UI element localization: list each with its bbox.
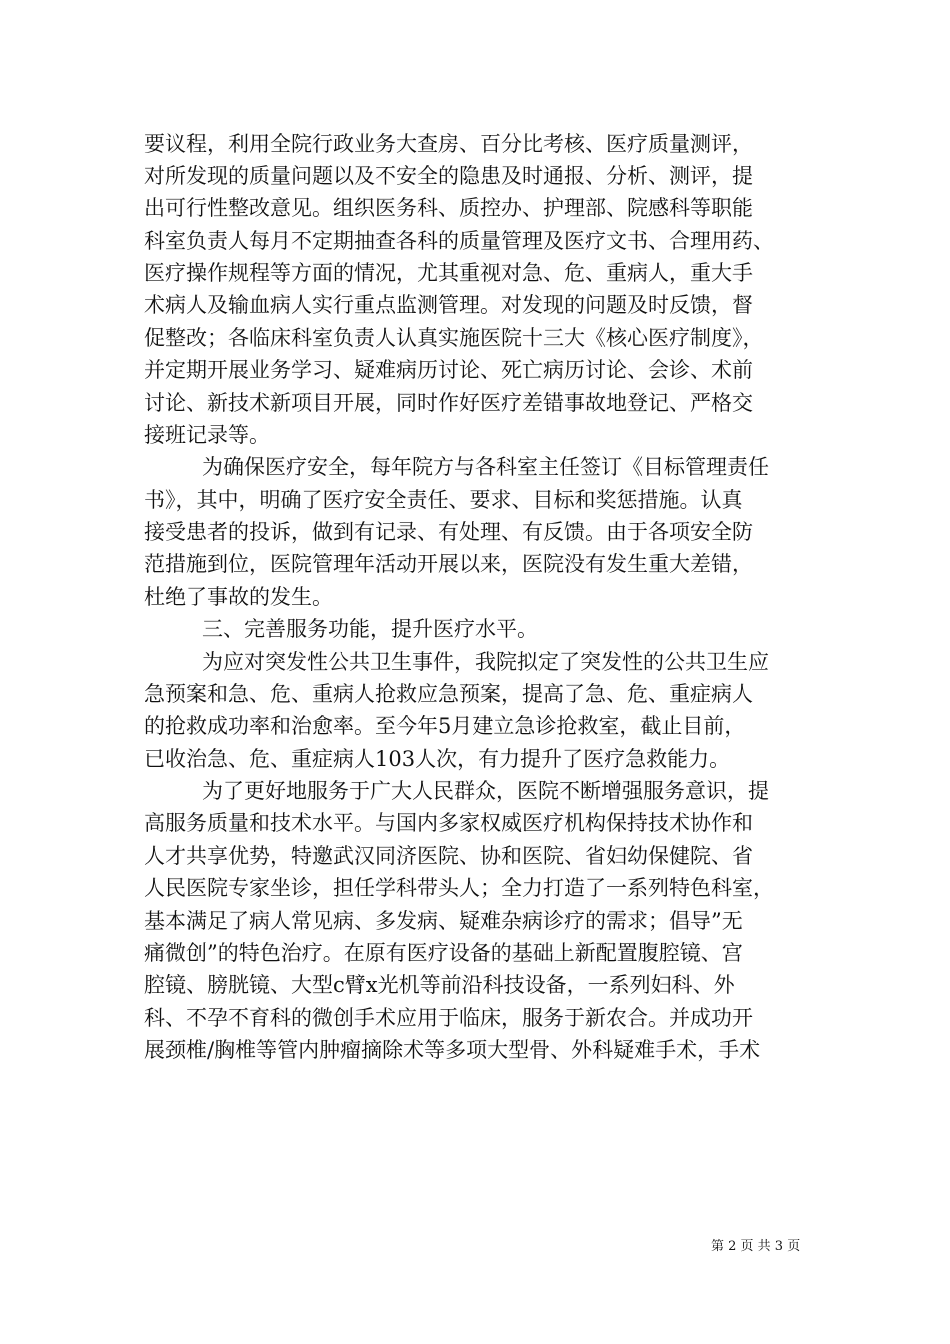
body-text-line: 促整改；各临床科室负责人认真实施医院十三大《核心医疗制度》， [144,326,764,350]
body-text-line: 展颈椎/胸椎等管内肿瘤摘除术等多项大型骨、外科疑难手术，手术 [144,1038,761,1062]
body-text-line: 对所发现的质量问题以及不安全的隐患及时通报、分析、测评，提 [144,164,753,188]
paragraph-first-line: 为应对突发性公共卫生事件，我院拟定了突发性的公共卫生应 [202,650,769,674]
body-text-line: 科室负责人每月不定期抽查各科的质量管理及医疗文书、合理用药、 [144,229,774,253]
body-text-line: 人才共享优势，特邀武汉同济医院、协和医院、省妇幼保健院、省 [144,844,753,868]
body-text-line: 急预案和急、危、重病人抢救应急预案，提高了急、危、重症病人 [144,682,753,706]
body-text-line: 的抢救成功率和治愈率。至今年5月建立急诊抢救室，截止目前， [144,714,746,738]
body-text-line: 术病人及输血病人实行重点监测管理。对发现的问题及时反馈，督 [144,293,753,317]
body-text-line: 杜绝了事故的发生。 [144,585,333,609]
section-heading: 三、完善服务功能，提升医疗水平。 [202,617,538,641]
body-text-line: 范措施到位，医院管理年活动开展以来，医院没有发生重大差错， [144,552,753,576]
body-text-line: 人民医院专家坐诊，担任学科带头人；全力打造了一系列特色科室， [144,876,774,900]
body-text-line: 痛微创”的特色治疗。在原有医疗设备的基础上新配置腹腔镜、宫 [144,941,743,965]
body-text-line: 医疗操作规程等方面的情况，尤其重视对急、危、重病人，重大手 [144,261,753,285]
paragraph-first-line: 为了更好地服务于广大人民群众，医院不断增强服务意识，提 [202,779,769,803]
body-text-line: 科、不孕不育科的微创手术应用于临床，服务于新农合。并成功开 [144,1006,753,1030]
body-text-line: 已收治急、危、重症病人103人次，有力提升了医疗急救能力。 [144,747,731,771]
body-text-line: 并定期开展业务学习、疑难病历讨论、死亡病历讨论、会诊、术前 [144,358,753,382]
body-text-line: 基本满足了病人常见病、多发病、疑难杂病诊疗的需求；倡导”无 [144,909,743,933]
paragraph-first-line: 为确保医疗安全，每年院方与各科室主任签订《目标管理责任 [202,455,769,479]
body-text-line: 出可行性整改意见。组织医务科、质控办、护理部、院感科等职能 [144,196,753,220]
page-number-footer: 第 2 页 共 3 页 [711,1239,801,1254]
body-text-line: 接受患者的投诉，做到有记录、有处理、有反馈。由于各项安全防 [144,520,753,544]
body-text-line: 高服务质量和技术水平。与国内多家权威医疗机构保持技术协作和 [144,811,753,835]
body-text-line: 接班记录等。 [144,423,270,447]
body-text-line: 书》，其中，明确了医疗安全责任、要求、目标和奖惩措施。认真 [144,488,743,512]
body-text-line: 讨论、新技术新项目开展，同时作好医疗差错事故地登记、严格交 [144,391,753,415]
body-text-line: 要议程，利用全院行政业务大查房、百分比考核、医疗质量测评， [144,132,753,156]
body-text-line: 腔镜、膀胱镜、大型c臂x光机等前沿科技设备，一系列妇科、外 [144,973,735,997]
